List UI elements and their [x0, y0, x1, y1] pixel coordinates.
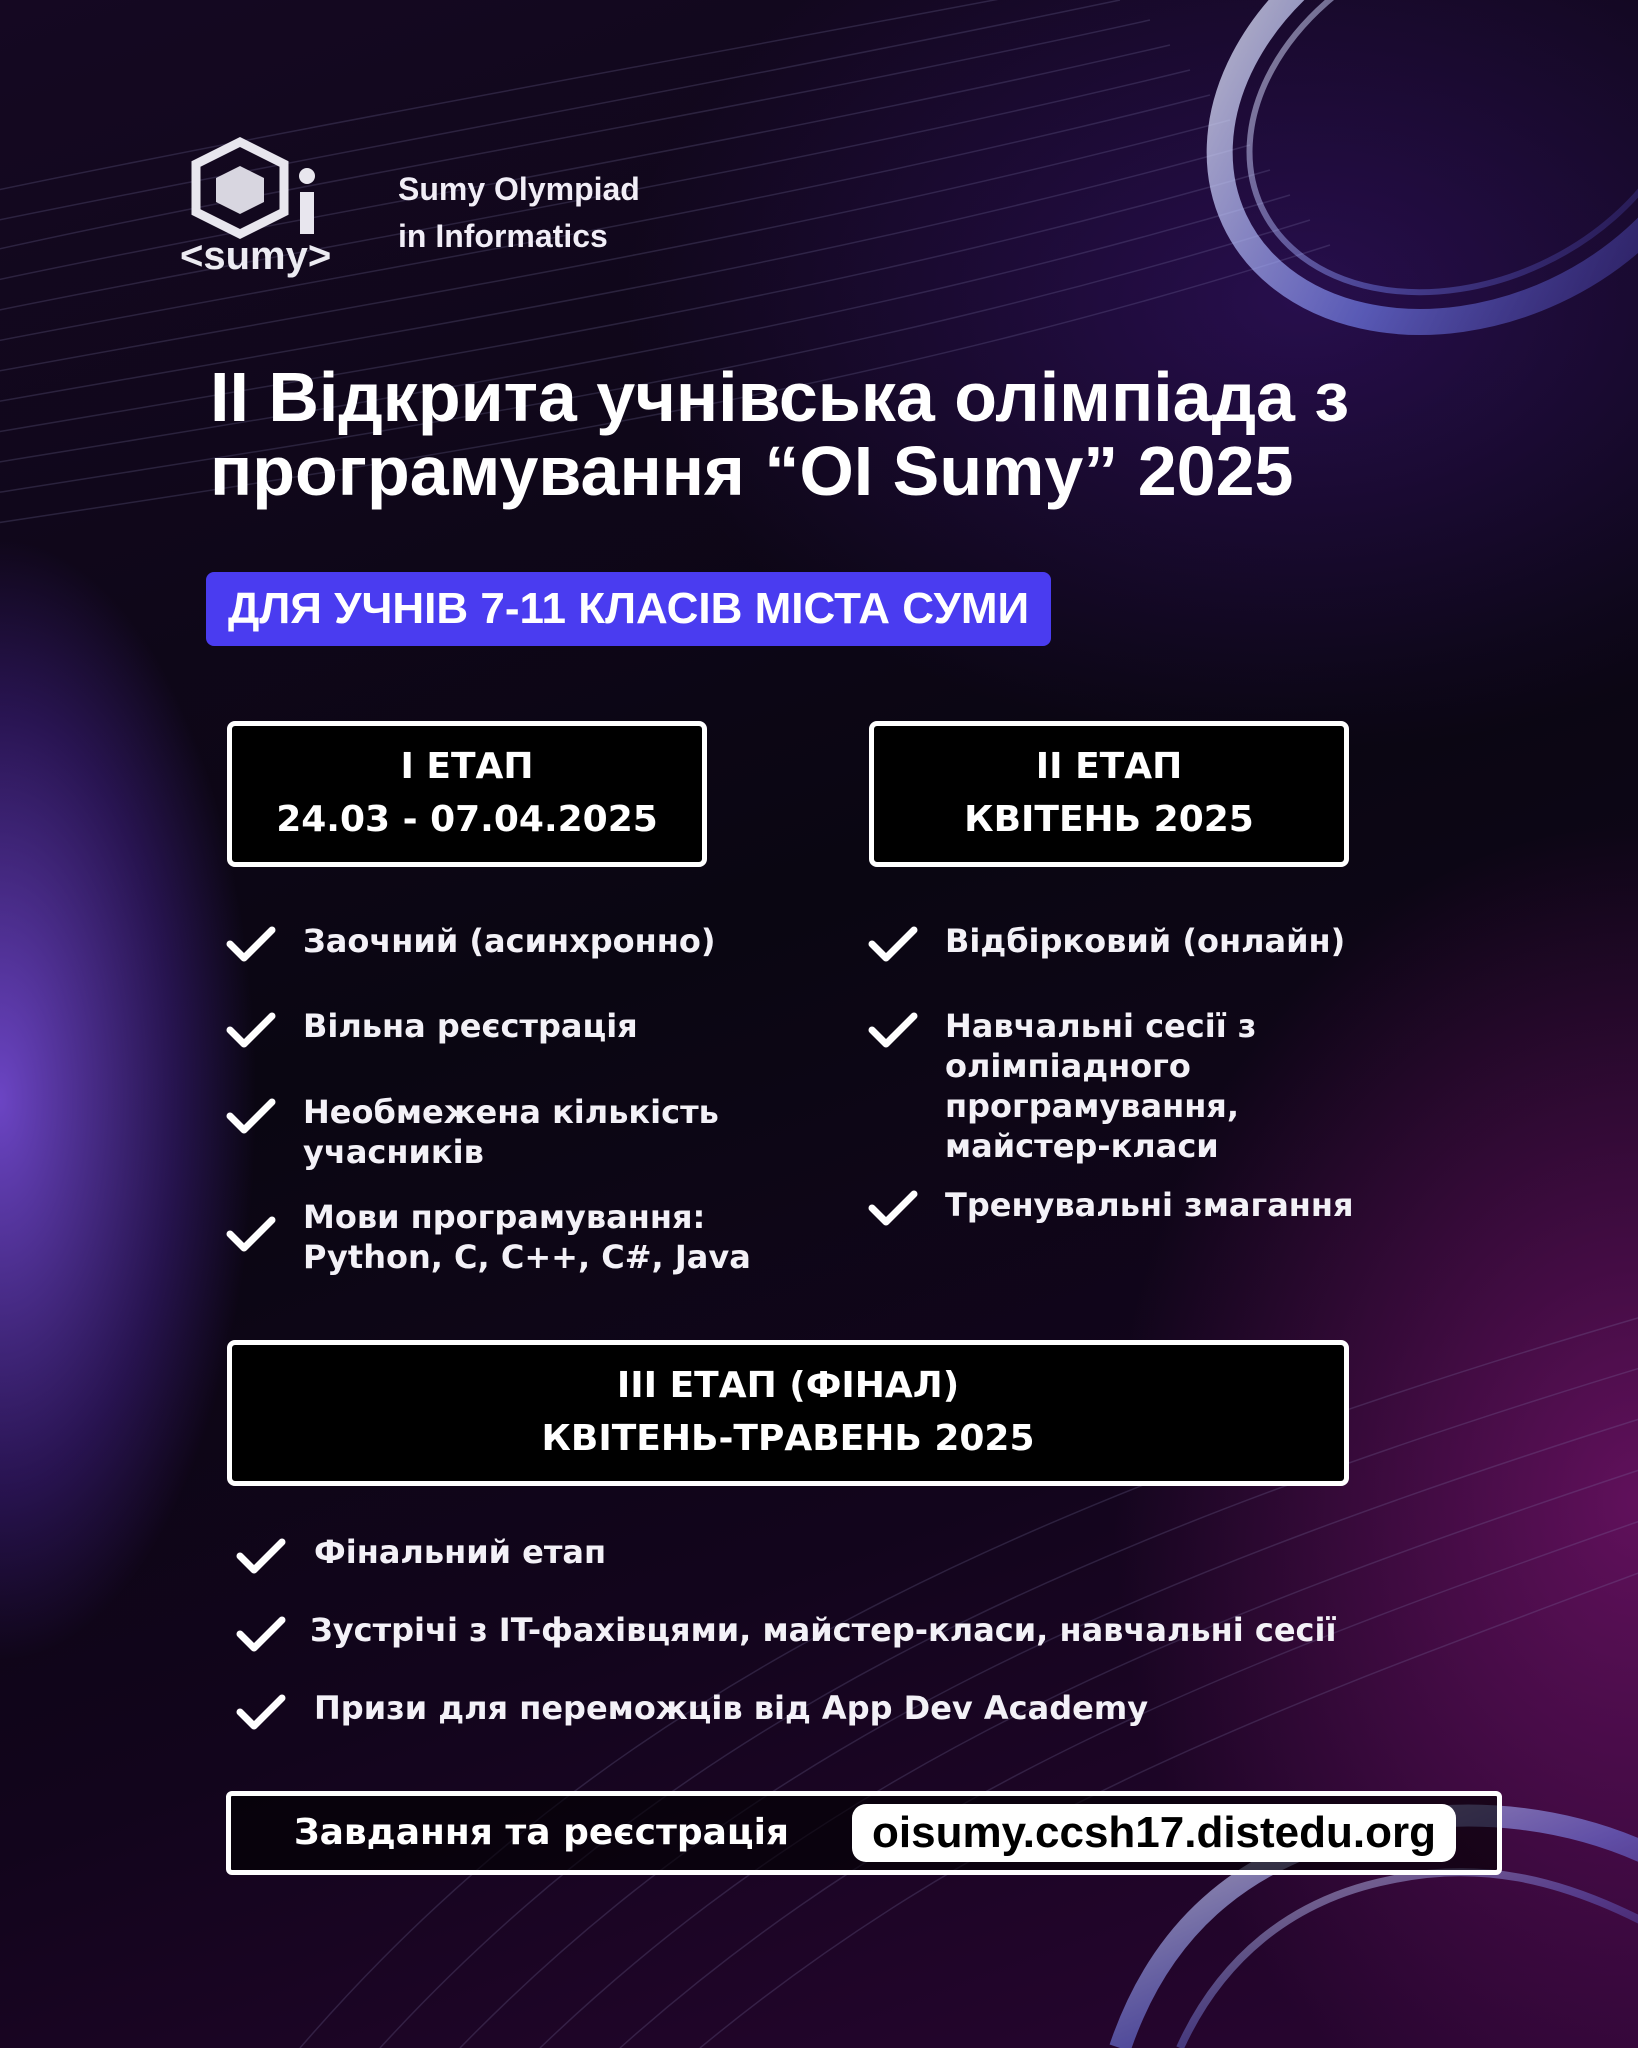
- page-title: [210, 360, 1510, 508]
- stage2-dates: КВІТЕНЬ 2025: [964, 799, 1254, 840]
- list-item: Призи для переможців від App Dev Academy: [314, 1689, 1149, 1727]
- list-item: Заочний (асинхронно): [303, 922, 716, 960]
- registration-label: Завдання та реєстрація: [294, 1812, 790, 1853]
- stage2-name: II ЕТАП: [1035, 746, 1183, 787]
- check-icon: [226, 1214, 276, 1254]
- stage3-box: [227, 1340, 1349, 1486]
- list-item: Тренувальні змагання: [945, 1186, 1354, 1224]
- stage1-box: [227, 721, 707, 867]
- list-item: Зустрічі з IT-фахівцями, майстер-класи, навчальні сесії: [310, 1611, 1337, 1649]
- title-line2: програмування “OI Sumy” 2025: [210, 432, 1294, 510]
- logo-caption: <sumy>: [180, 234, 332, 278]
- stage2-box: [869, 721, 1349, 867]
- stage1-dates: 24.03 - 07.04.2025: [276, 799, 658, 840]
- brand-name-line2: in Informatics: [398, 218, 608, 254]
- check-icon: [226, 1096, 276, 1136]
- title-line1: II Відкрита учнівська олімпіада з: [210, 358, 1350, 436]
- check-icon: [226, 924, 276, 964]
- check-icon: [868, 1010, 918, 1050]
- registration-url-link[interactable]: oisumy.ccsh17.distedu.org: [852, 1804, 1456, 1862]
- list-item: Мови програмування: Python, C, C++, C#, Java: [303, 1198, 751, 1276]
- list-item: Відбірковий (онлайн): [945, 922, 1346, 960]
- check-icon: [236, 1536, 286, 1576]
- stage3-name: III ЕТАП (ФІНАЛ): [616, 1365, 960, 1406]
- list-item: Фінальний етап: [314, 1533, 607, 1571]
- audience-badge: ДЛЯ УЧНІВ 7-11 КЛАСІВ МІСТА СУМИ: [206, 572, 1051, 646]
- check-icon: [236, 1614, 286, 1654]
- check-icon: [868, 924, 918, 964]
- list-item: Вільна реєстрація: [303, 1007, 638, 1045]
- list-item: Навчальні сесії з олімпіадного програмування, майстер-класи: [945, 1007, 1257, 1165]
- brand-name-line1: Sumy Olympiad: [398, 171, 640, 207]
- list-item: Необмежена кількість учасників: [303, 1093, 719, 1171]
- stage3-dates: КВІТЕНЬ-ТРАВЕНЬ 2025: [541, 1418, 1035, 1459]
- check-icon: [226, 1010, 276, 1050]
- brand-name: [398, 166, 640, 260]
- stage1-name: I ЕТАП: [400, 746, 534, 787]
- check-icon: [868, 1188, 918, 1228]
- check-icon: [236, 1692, 286, 1732]
